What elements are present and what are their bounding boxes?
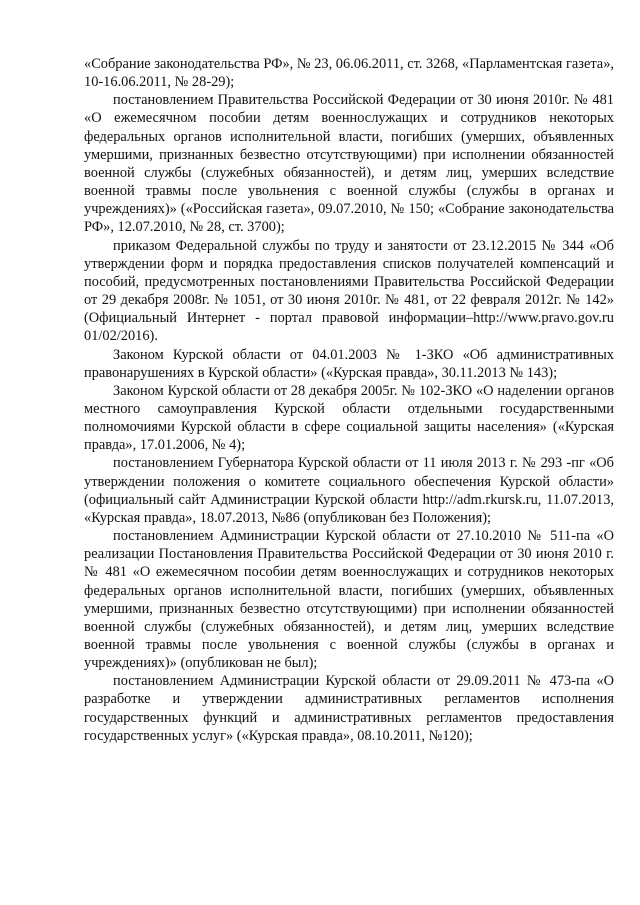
paragraph-kursk-law-102-zko: Законом Курской области от 28 декабря 2005г. № 102-ЗКО «О наделении органов местного самоуправления Курской области отдельными государственными полномочиями Курской области в сфере социальной защиты населения» («Курская правда», 17.01.2006, № 4); (84, 382, 614, 454)
paragraph-administration-decree-473: постановлением Администрации Курской области от 29.09.2011 № 473-па «О разработке и утверждении административных регламентов исполнения государственных функций и административных регламентов предоставления государственных услуг» («Курская правда», 08.10.2011, №120); (84, 673, 614, 744)
paragraph-continuation: «Собрание законодательства РФ», № 23, 06.06.2011, ст. 3268, «Парламентская газета», 10-16.06.2011, № 28-29); (84, 56, 614, 91)
paragraph-government-decree-481: постановлением Правительства Российской Федерации от 30 июня 2010г. № 481 «О ежемесячном пособии детям военнослужащих и сотрудников некоторых федеральных органов исполнительной власти, погибших (умерших, объявленных умершими, признанных безвестно отсутствующими) при исполнении обязанностей военной службы (служебных обязанностей), и детям лиц, умерших вследствие военной травмы после увольнения с военной службы (службы в органах и учреждениях)» («Российская газета», 09.07.2010, № 150; «Собрание законодательства РФ», 12.07.2010, № 28, ст. 3700); (84, 92, 614, 236)
paragraph-kursk-law-1-zko: Законом Курской области от 04.01.2003 № 1-ЗКО «Об административных правонарушениях в Курской области» («Курская правда», 30.11.2013 № 143); (84, 346, 614, 381)
paragraph-administration-decree-511: постановлением Администрации Курской области от 27.10.2010 № 511-па «О реализации Постановления Правительства Российской Федерации от 30 июня 2010 г. № 481 «О ежемесячном пособии детям военнослужащих и сотрудников некоторых федеральных органов исполнительной власти, погибших (умерших, объявленных умершими, признанных безвестно отсутствующими) при исполнении обязанностей военной службы (служебных обязанностей), и детям лиц, умерших вследствие военной травмы после увольнения с военной службы (службы в органах и учреждениях)» (опубликован не был); (84, 528, 614, 672)
paragraph-labor-service-order-344: приказом Федеральной службы по труду и занятости от 23.12.2015 № 344 «Об утверждении форм и порядка предоставления списков получателей компенсаций и пособий, предусмотренных постановлениями Правительства Российской Федерации от 29 декабря 2008г. № 1051, от 30 июня 2010г. № 481, от 22 февраля 2012г. № 142» (Официальный Интернет - портал правовой информации–http://www.pravo.gov.ru 01/02/2016). (84, 237, 614, 345)
paragraph-governor-decree-293: постановлением Губернатора Курской области от 11 июля 2013 г. № 293 -пг «Об утверждении положения о комитете социального обеспечения Курской области» (официальный сайт Администрации Курской области http://adm.rkursk.ru, 11.07.2013, «Курская правда», 18.07.2013, №86 (опубликован без Положения); (84, 455, 614, 526)
